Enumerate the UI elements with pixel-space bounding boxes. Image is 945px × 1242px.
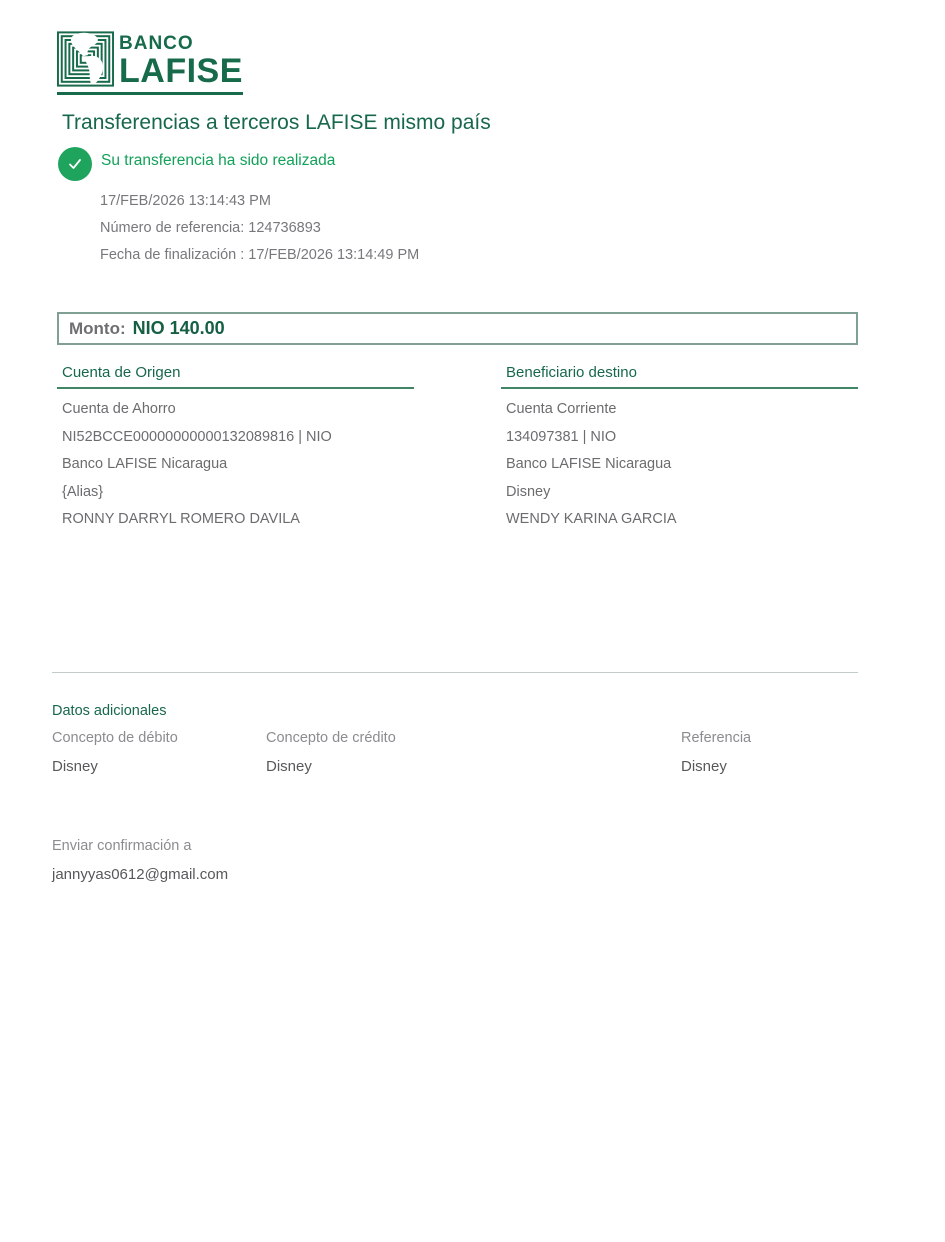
origin-alias: {Alias} — [62, 483, 104, 500]
debit-concept-field — [52, 730, 266, 775]
beneficiary-header: Beneficiario destino — [501, 364, 858, 389]
reference-value: Disney — [681, 758, 727, 775]
origin-account-type: Cuenta de Ahorro — [62, 401, 176, 417]
credit-concept-label: Concepto de crédito — [266, 730, 396, 746]
debit-concept-label: Concepto de débito — [52, 730, 178, 746]
beneficiary-account-column — [501, 364, 858, 526]
origin-account-number: NI52BCCE00000000000132089816 | NIO — [62, 428, 332, 445]
amount-value: NIO 140.00 — [132, 318, 225, 338]
status-message: Su transferencia ha sido realizada — [101, 152, 336, 169]
amount-label: Monto: — [69, 318, 126, 338]
completion-date-line: Fecha de finalización : 17/FEB/2026 13:14:49 PM — [100, 247, 420, 263]
beneficiary-bank: Banco LAFISE Nicaragua — [506, 456, 672, 472]
origin-details — [57, 402, 414, 526]
additional-data-section — [52, 703, 858, 775]
logo-wordmark — [119, 30, 243, 88]
origin-holder-name: RONNY DARRYL ROMERO DAVILA — [62, 511, 300, 527]
credit-concept-field — [266, 730, 681, 775]
beneficiary-holder-name: WENDY KARINA GARCIA — [506, 511, 677, 527]
transfer-datetime: 17/FEB/2026 13:14:43 PM — [100, 193, 271, 209]
confirmation-email-value: jannyyas0612@gmail.com — [52, 866, 229, 883]
beneficiary-account-type: Cuenta Corriente — [506, 401, 617, 417]
confirmation-email-label: Enviar confirmación a — [52, 838, 192, 854]
origin-header: Cuenta de Origen — [57, 364, 414, 389]
origin-account-column — [57, 364, 414, 526]
origin-bank: Banco LAFISE Nicaragua — [62, 456, 228, 472]
reference-field — [681, 730, 858, 775]
amount-box — [57, 312, 858, 345]
confirmation-email-section — [52, 838, 945, 883]
status-row — [58, 147, 945, 181]
beneficiary-details — [501, 402, 858, 526]
additional-data-header: Datos adicionales — [52, 703, 167, 719]
beneficiary-account-number: 134097381 | NIO — [506, 428, 617, 445]
reference-number-line: Número de referencia: 124736893 — [100, 220, 321, 236]
success-check-icon — [58, 147, 92, 181]
page-title: Transferencias a terceros LAFISE mismo país — [62, 111, 491, 134]
beneficiary-alias: Disney — [506, 483, 551, 500]
credit-concept-value: Disney — [266, 758, 312, 775]
additional-data-grid — [52, 730, 858, 775]
section-divider — [52, 672, 858, 673]
transfer-meta — [100, 188, 945, 269]
logo-lafise-text: LAFISE — [119, 52, 243, 90]
reference-label: Referencia — [681, 730, 752, 746]
debit-concept-value: Disney — [52, 758, 98, 775]
banco-lafise-logo — [57, 30, 243, 95]
accounts-section — [57, 364, 858, 526]
lafise-emblem-icon — [57, 30, 114, 88]
logo-banco-text: BANCO — [119, 33, 194, 54]
